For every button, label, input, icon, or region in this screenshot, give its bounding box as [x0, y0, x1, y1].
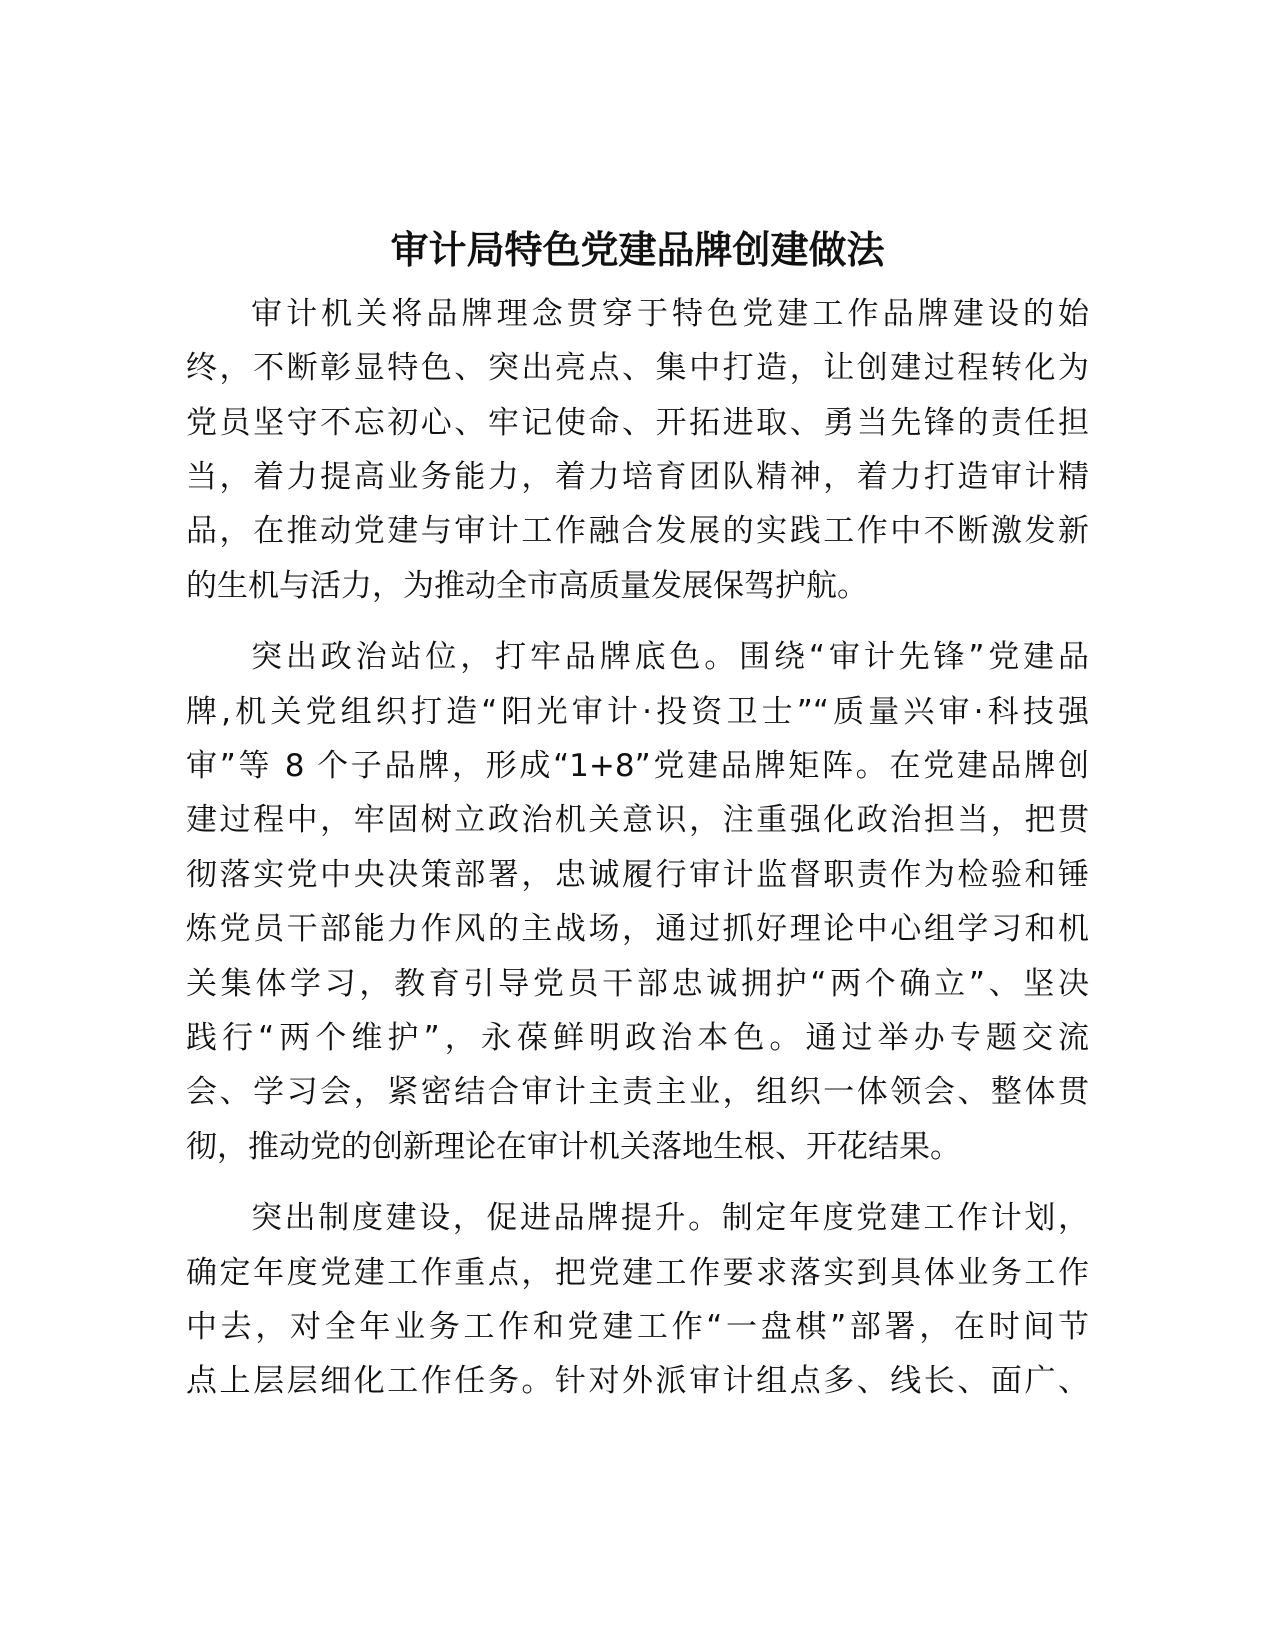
paragraph-1-line-2: 终，不断彰显特色、突出亮点、集中打造，让创建过程转化为: [186, 350, 1089, 386]
paragraph-1-line-4: 当，着力提高业务能力，着力培育团队精神，着力打造审计精: [186, 459, 1089, 495]
paragraph-3-line-4: 点上层层细化工作任务。针对外派审计组点多、线长、面广、: [186, 1363, 1089, 1399]
paragraph-1-line-3: 党员坚守不忘初心、牢记使命、开拓进取、勇当先锋的责任担: [186, 405, 1089, 441]
paragraph-2-line-9: 会、学习会，紧密结合审计主责主业，组织一体领会、整体贯: [186, 1074, 1089, 1110]
paragraph-2-line-10: 彻，推动党的创新理论在审计机关落地生根、开花结果。: [186, 1129, 961, 1165]
paragraph-2-line-5: 彻落实党中央决策部署，忠诚履行审计监督职责作为检验和锤: [186, 857, 1089, 893]
paragraph-2-line-3: 审”等 8 个子品牌，形成“1+8”党建品牌矩阵。在党建品牌创: [186, 748, 1089, 784]
paragraph-2-line-8: 践行“两个维护”，永葆鲜明政治本色。通过举办专题交流: [186, 1020, 1089, 1056]
paragraph-3-line-1: 突出制度建设，促进品牌提升。制定年度党建工作计划，: [251, 1200, 1089, 1236]
paragraph-2-line-1: 突出政治站位，打牢品牌底色。围绕“审计先锋”党建品: [251, 639, 1089, 675]
paragraph-1-line-1: 审计机关将品牌理念贯穿于特色党建工作品牌建设的始: [251, 296, 1089, 332]
paragraph-3-line-3: 中去，对全年业务工作和党建工作“一盘棋”部署，在时间节: [186, 1309, 1089, 1345]
paragraph-1-line-5: 品，在推动党建与审计工作融合发展的实践工作中不断激发新: [186, 513, 1089, 549]
document-title: 审计局特色党建品牌创建做法: [390, 228, 885, 272]
paragraph-2-line-7: 关集体学习，教育引导党员干部忠诚拥护“两个确立”、坚决: [186, 966, 1089, 1002]
paragraph-3-line-2: 确定年度党建工作重点，把党建工作要求落实到具体业务工作: [186, 1255, 1089, 1291]
paragraph-2-line-6: 炼党员干部能力作风的主战场，通过抓好理论中心组学习和机: [186, 911, 1089, 947]
paragraph-2-line-2: 牌,机关党组织打造“阳光审计·投资卫士”“质量兴审·科技强: [186, 694, 1089, 730]
paragraph-1-line-6: 的生机与活力，为推动全市高质量发展保驾护航。: [186, 568, 868, 604]
paragraph-2-line-4: 建过程中，牢固树立政治机关意识，注重强化政治担当，把贯: [186, 802, 1089, 838]
